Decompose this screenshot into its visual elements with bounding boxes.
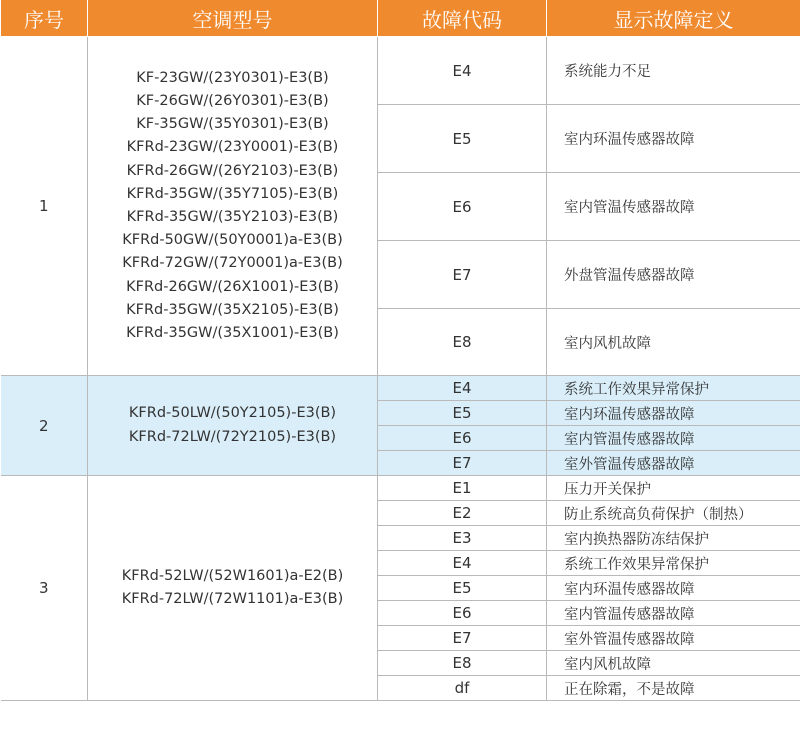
model-name: KFRd-35GW/(35X2105)-E3(B) bbox=[126, 301, 339, 318]
fault-definition: 正在除霜，不是故障 bbox=[547, 676, 800, 701]
fault-definition: 系统能力不足 bbox=[547, 37, 800, 105]
fault-code: E5 bbox=[378, 401, 547, 426]
header-code: 故障代码 bbox=[378, 0, 547, 37]
fault-code: E4 bbox=[378, 376, 547, 401]
model-name: KFRd-72LW/(72W1101)a-E3(B) bbox=[121, 591, 344, 607]
table-row bbox=[1, 37, 800, 105]
header-definition: 显示故障定义 bbox=[547, 0, 800, 37]
header-no: 序号 bbox=[1, 0, 88, 37]
fault-definition: 防止系统高负荷保护（制热） bbox=[547, 501, 800, 526]
fault-code: E8 bbox=[378, 309, 547, 376]
model-name: KFRd-23GW/(23Y0001)-E3(B) bbox=[126, 139, 339, 156]
fault-code: E1 bbox=[378, 476, 547, 501]
fault-definition: 室外管温传感器故障 bbox=[547, 626, 800, 651]
model-name: KFRd-72LW/(72Y2105)-E3(B) bbox=[128, 428, 337, 445]
group-number: 1 bbox=[1, 37, 88, 376]
fault-code: E7 bbox=[378, 626, 547, 651]
fault-code: E2 bbox=[378, 501, 547, 526]
model-name: KFRd-50GW/(50Y0001)a-E3(B) bbox=[122, 232, 343, 249]
fault-code: E5 bbox=[378, 576, 547, 601]
fault-definition: 室内环温传感器故障 bbox=[547, 105, 800, 173]
fault-definition: 室内管温传感器故障 bbox=[547, 426, 800, 451]
fault-definition: 系统工作效果异常保护 bbox=[547, 551, 800, 576]
model-name: KFRd-35GW/(35Y7105)-E3(B) bbox=[126, 185, 339, 202]
model-name: KFRd-35GW/(35X1001)-E3(B) bbox=[126, 325, 339, 342]
fault-definition: 室外管温传感器故障 bbox=[547, 451, 800, 476]
fault-definition: 压力开关保护 bbox=[547, 476, 800, 501]
model-name: KF-23GW/(23Y0301)-E3(B) bbox=[136, 69, 329, 86]
model-name: KFRd-52LW/(52W1601)a-E2(B) bbox=[121, 567, 344, 584]
model-name: KFRd-50LW/(50Y2105)-E3(B) bbox=[128, 405, 337, 422]
model-name: KF-26GW/(26Y0301)-E3(B) bbox=[136, 92, 329, 109]
fault-code: E4 bbox=[378, 37, 547, 105]
model-name: KFRd-26GW/(26Y2103)-E3(B) bbox=[126, 162, 339, 179]
fault-code: E6 bbox=[378, 601, 547, 626]
group-number: 3 bbox=[1, 476, 88, 701]
fault-definition: 室内换热器防冻结保护 bbox=[547, 526, 800, 551]
fault-definition: 外盘管温传感器故障 bbox=[547, 241, 800, 309]
fault-code: E3 bbox=[378, 526, 547, 551]
model-name: KFRd-72GW/(72Y0001)a-E3(B) bbox=[122, 255, 343, 272]
fault-code: df bbox=[378, 676, 547, 701]
group-number: 2 bbox=[1, 376, 88, 476]
fault-code: E7 bbox=[378, 241, 547, 309]
fault-definition: 室内环温传感器故障 bbox=[547, 576, 800, 601]
fault-definition: 室内风机故障 bbox=[547, 651, 800, 676]
fault-definition: 室内风机故障 bbox=[547, 309, 800, 376]
table-row bbox=[1, 476, 800, 501]
fault-code: E7 bbox=[378, 451, 547, 476]
table-body bbox=[1, 37, 800, 701]
table-row bbox=[1, 376, 800, 401]
fault-definition: 室内管温传感器故障 bbox=[547, 601, 800, 626]
model-list bbox=[88, 37, 378, 376]
fault-code: E6 bbox=[378, 426, 547, 451]
fault-code: E4 bbox=[378, 551, 547, 576]
header-model: 空调型号 bbox=[88, 0, 378, 37]
fault-code: E6 bbox=[378, 173, 547, 241]
fault-definition: 室内环温传感器故障 bbox=[547, 401, 800, 426]
model-name: KFRd-35GW/(35Y2103)-E3(B) bbox=[126, 209, 339, 225]
fault-definition: 室内管温传感器故障 bbox=[547, 173, 800, 241]
fault-code: E5 bbox=[378, 105, 547, 173]
model-list bbox=[88, 376, 378, 476]
fault-code: E8 bbox=[378, 651, 547, 676]
model-name: KFRd-26GW/(26X1001)-E3(B) bbox=[126, 278, 339, 295]
header-row bbox=[1, 0, 800, 37]
fault-definition: 系统工作效果异常保护 bbox=[547, 376, 800, 401]
model-name: KF-35GW/(35Y0301)-E3(B) bbox=[136, 116, 329, 133]
model-list bbox=[88, 476, 378, 701]
